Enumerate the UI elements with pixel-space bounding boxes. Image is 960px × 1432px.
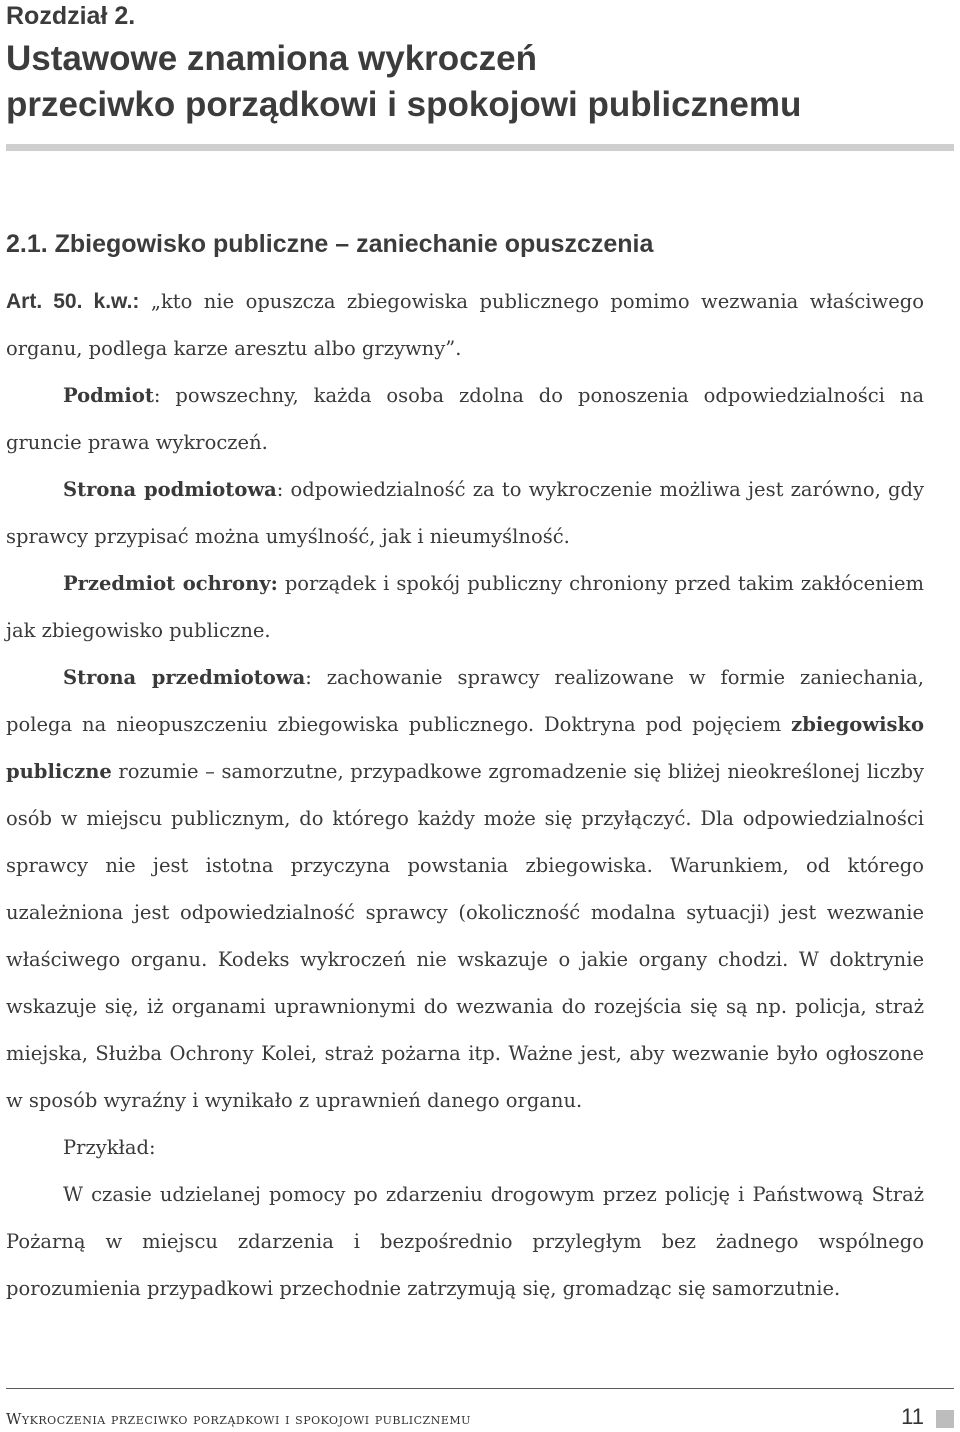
chapter-title-line-1: Ustawowe znamiona wykroczeń	[6, 39, 537, 78]
przedmiot-paragraph	[6, 560, 924, 654]
podmiot-text: : powszechny, każda osoba zdolna do ponoszenia odpowiedzialności na gruncie prawa wykroczeń.	[6, 384, 924, 454]
example-label: Przykład:	[63, 1136, 156, 1159]
strona-podmiotowa-label: Strona podmiotowa	[63, 478, 277, 501]
section-heading: 2.1. Zbiegowisko publiczne – zaniechanie opuszczenia	[6, 230, 654, 258]
zbiegowisko-term: zbiegowisko publiczne	[6, 713, 924, 783]
chapter-label: Rozdział 2.	[6, 2, 136, 30]
article-label: Art. 50. k.w.:	[6, 290, 140, 313]
page-marker-square	[936, 1410, 954, 1428]
footer-divider	[6, 1388, 954, 1389]
podmiot-paragraph	[6, 372, 924, 466]
example-text: W czasie udzielanej pomocy po zdarzeniu drogowym przez policję i Państwową Straż Pożarną w miejscu zdarzenia i bezpośrednio przyległym bez żadnego wspólnego porozumienia przypadkowi przechodnie zatrzymują się, gromadząc się samorzutnie.	[6, 1183, 924, 1300]
body-text	[6, 278, 924, 1312]
chapter-title-line-2: przeciwko porządkowi i spokojowi publicznemu	[6, 85, 802, 124]
strona-podmiotowa-paragraph	[6, 466, 924, 560]
strona-przedmiotowa-text-1: : zachowanie sprawcy realizowane w formie zaniechania, polega na nieopuszczeniu zbiegowiska publicznego. Doktryna pod pojęciem	[6, 666, 925, 736]
article-paragraph	[6, 278, 924, 372]
chapter-title	[6, 36, 801, 128]
strona-przedmiotowa-paragraph	[6, 654, 924, 1124]
strona-przedmiotowa-label: Strona przedmiotowa	[63, 666, 306, 689]
header-divider	[6, 144, 954, 151]
page-number: 11	[901, 1404, 924, 1429]
strona-przedmiotowa-text-2: rozumie – samorzutne, przypadkowe zgromadzenie się bliżej nieokreślonej liczby osób w miejscu publicznym, do którego każdy może się przyłączyć. Dla odpowiedzialności sprawcy nie jest istotna przyczyna powstania zbiegowiska. Warunkiem, od którego uzależniona jest odpowiedzialność sprawcy (okoliczność modalna sytuacji) jest wezwanie właściwego organu. Kodeks wykroczeń nie wskazuje o jakie organy chodzi. W doktrynie wskazuje się, iż organami uprawnionymi do wezwania do rozejścia się są np. policja, straż miejska, Służba Ochrony Kolei, straż pożarna itp. Ważne jest, aby wezwanie było ogłoszone w sposób wyraźny i wynikało z uprawnień danego organu.	[6, 760, 924, 1112]
strona-podmiotowa-text: : odpowiedzialność za to wykroczenie możliwa jest zarówno, gdy sprawcy przypisać można umyślność, jak i nieumyślność.	[6, 478, 925, 548]
przedmiot-text: porządek i spokój publiczny chroniony przed takim zakłóceniem jak zbiegowisko publiczne.	[6, 572, 924, 642]
article-text: „kto nie opuszcza zbiegowiska publicznego pomimo wezwania właściwego organu, podlega karze aresztu albo grzywny”.	[6, 290, 924, 360]
running-title: Wykroczenia przeciwko porządkowi i spokojowi publicznemu	[6, 1410, 471, 1428]
podmiot-label: Podmiot	[63, 384, 154, 407]
przedmiot-label: Przedmiot ochrony:	[63, 572, 278, 595]
